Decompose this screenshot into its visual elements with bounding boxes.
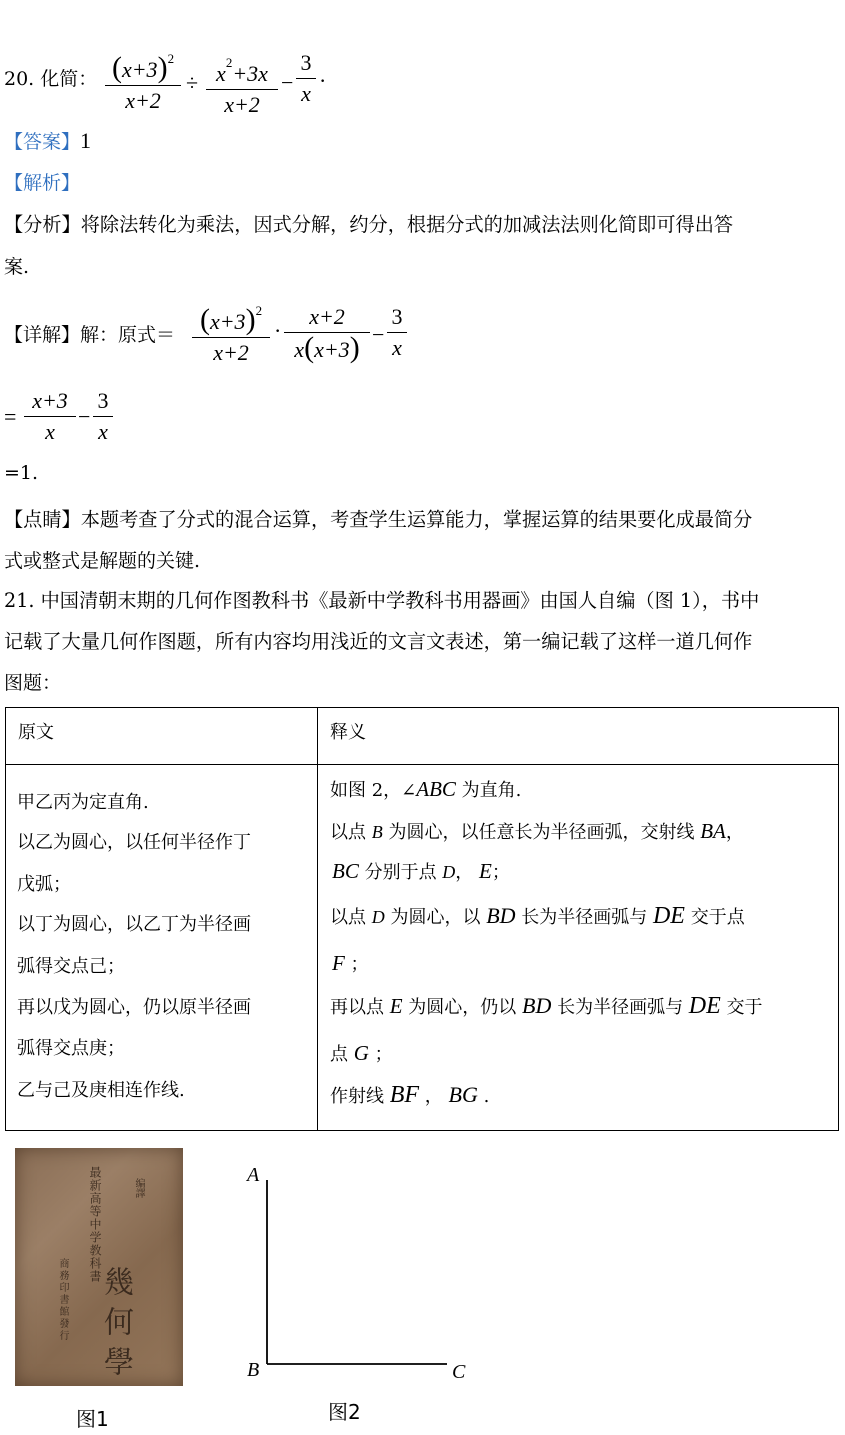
meaning-line-2: 以点 B 为圆心，以任意长为半径画弧，交射线 BA，	[330, 819, 744, 843]
meaning-line-5: F ；	[332, 951, 369, 975]
answer-tag: 【答案】	[4, 131, 81, 153]
meaning-line-6: 再以点 E 为圆心，仍以 BD 长为半径画弧与 DE 交于	[330, 993, 763, 1019]
book-main-title: 幾何學	[98, 1266, 133, 1386]
step2-fraction-1: x+3 x	[24, 388, 76, 445]
meaning-line-1: 如图 2，∠ABC 为直角.	[330, 777, 522, 801]
original-line-7: 弧得交点庚；	[17, 1038, 125, 1059]
q20-label: 20. 化简：	[4, 68, 98, 90]
fenxi-line-2: 案.	[4, 256, 30, 278]
table-header-right: 释义	[318, 708, 839, 765]
dianjing-line-2: 式或整式是解题的关键.	[4, 550, 201, 572]
detail-fraction-c: 3 x	[387, 304, 407, 361]
point-label-c: C	[452, 1361, 466, 1383]
q20-end-dot: ·	[319, 68, 327, 93]
book-small-title-left: 编譯	[133, 1178, 144, 1198]
meaning-line-4: 以点 D 为圆心，以 BD 长为半径画弧与 DE 交于点	[330, 903, 745, 929]
step2-equals: =	[4, 404, 17, 429]
original-line-2: 以乙为圆心，以任何半径作丁	[17, 832, 251, 853]
q20-divide-sign: ÷	[186, 70, 199, 95]
q20-fraction-1: $(x+3)^2$ x+2	[105, 46, 181, 114]
detail-dot: ·	[274, 318, 282, 343]
dianjing-line-1: 【点睛】本题考查了分式的混合运算，考查学生运算能力，掌握运算的结果要化成最简分	[4, 508, 753, 531]
meaning-line-3: BC 分别于点 D， E；	[332, 859, 510, 883]
q20-fraction-2: $x^2+3x$ x+2	[206, 50, 278, 118]
original-line-6: 再以戊为圆心，仍以原半径画	[17, 997, 251, 1018]
original-line-5: 弧得交点己；	[17, 956, 125, 977]
detail-fraction-a: $(x+3)^2$ x+2	[192, 298, 270, 366]
original-line-8: 乙与己及庚相连作线.	[17, 1080, 185, 1101]
meaning-line-8: 作射线 BF ， BG .	[330, 1082, 490, 1108]
original-line-3: 戊弧；	[17, 874, 71, 895]
analysis-tag: 【解析】	[4, 172, 81, 194]
figure2-caption: 图2	[328, 1400, 361, 1424]
original-line-4: 以丁为圆心，以乙丁为半径画	[17, 914, 251, 935]
answer-value: 1	[80, 128, 92, 153]
q20-minus-sign: −	[281, 70, 294, 95]
meaning-line-7: 点 G ；	[330, 1041, 393, 1065]
point-label-a: A	[247, 1164, 260, 1186]
book-publisher: 商務印書館發行	[57, 1258, 68, 1342]
step2-minus: −	[78, 404, 91, 429]
step2-fraction-2: 3 x	[93, 388, 113, 445]
step3: =1.	[4, 462, 39, 484]
detail-fraction-b: x+2 x(x+3)	[284, 304, 370, 363]
detail-prefix: 【详解】解：原式＝	[4, 324, 176, 346]
figure2-diagram	[240, 1150, 480, 1390]
fenxi-line-1: 【分析】将除法转化为乘法，因式分解，约分，根据分式的加减法法则化简即可得出答	[4, 213, 734, 236]
answer-line	[4, 127, 91, 154]
book-small-title-right: 最新高等中学教科書	[88, 1166, 102, 1283]
original-line-1: 甲乙丙为定直角.	[17, 792, 149, 813]
detail-minus: −	[372, 322, 385, 347]
q20-fraction-3: 3 x	[296, 50, 316, 107]
point-label-b: B	[247, 1359, 260, 1381]
figure1-caption: 图1	[76, 1407, 109, 1431]
q21-line-3: 图题：	[4, 672, 62, 694]
q21-line-2: 记载了大量几何作图题，所有内容均用浅近的文言文表述，第一编记载了这样一道几何作	[4, 630, 753, 653]
table-header-left: 原文	[6, 708, 318, 765]
q21-line-1: 21. 中国清朝末期的几何作图教科书《最新中学教科书用器画》由国人自编（图 1），书中	[4, 589, 760, 612]
figure1-book-cover	[15, 1148, 183, 1386]
